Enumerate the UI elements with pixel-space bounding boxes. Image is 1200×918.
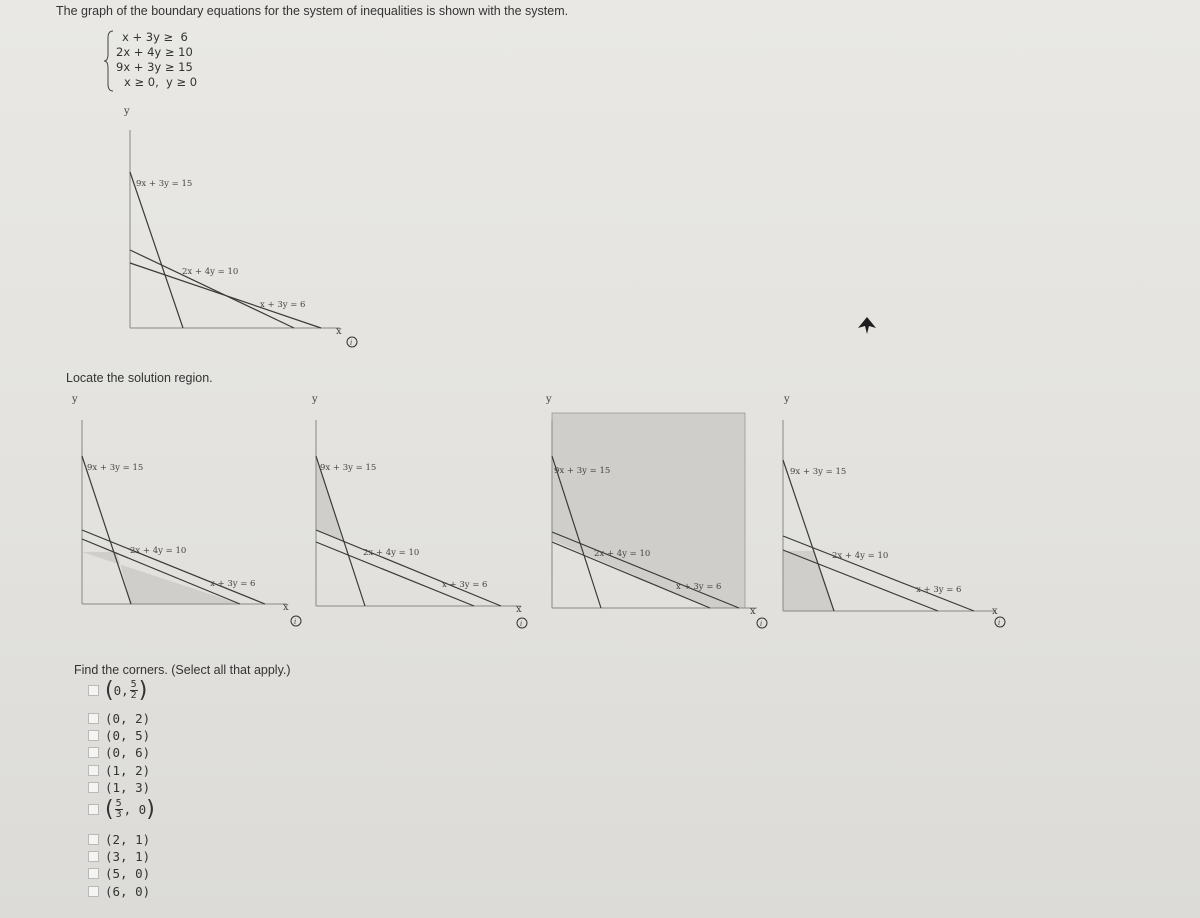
label-2x-4y-10: 2x + 4y = 10 [182,267,239,277]
label-x-3y-6: x + 3y = 6 [676,582,722,592]
label-9x-3y-15: 9x + 3y = 15 [554,466,611,476]
x-axis-label: x [750,606,756,617]
corner-option[interactable] [88,832,150,847]
label-9x-3y-15: 9x + 3y = 15 [320,463,377,473]
y-axis-label: y [124,106,130,117]
corner-option-0-5-2[interactable]: ( 0, $\frac{5}{2}$ ) [88,680,147,701]
svg-text:i: i [294,618,297,626]
checkbox[interactable] [88,834,99,845]
label-9x-3y-15: 9x + 3y = 15 [790,467,847,477]
corner-option[interactable] [88,745,150,760]
line-2x-4y-10 [130,250,294,328]
option-label: (5, 0) [105,866,151,881]
line-9x-3y-15 [130,172,183,328]
label-2x-4y-10: 2x + 4y = 10 [363,548,420,558]
info-icon[interactable] [517,618,527,628]
checkbox[interactable] [88,886,99,897]
option-label: (0, 6) [105,745,151,760]
y-axis-label: y [312,394,318,405]
shaded-region [82,552,240,604]
label-2x-4y-10: 2x + 4y = 10 [832,551,889,561]
checkbox[interactable] [88,730,99,741]
x-axis-label: x [336,326,342,337]
inequality-system [104,30,204,94]
inequality-1: x + 3y ≥ 6 [122,30,188,44]
label-9x-3y-15: 9x + 3y = 15 [136,179,193,189]
checkbox[interactable] [88,782,99,793]
label-x-3y-6: x + 3y = 6 [916,585,962,595]
line-9x-3y-15 [82,456,131,604]
option-left: 0, [113,683,129,698]
checkbox[interactable] [88,685,99,696]
intro-text: The graph of the boundary equations for the system of inequalities is shown with the system. [56,4,569,18]
corner-option[interactable] [88,728,150,743]
corner-option[interactable] [88,849,150,864]
corner-option[interactable] [88,711,150,726]
checkbox[interactable] [88,804,99,815]
label-x-3y-6: x + 3y = 6 [260,300,306,310]
x-axis-label: x [283,602,289,613]
label-x-3y-6: x + 3y = 6 [442,580,488,590]
option-label: (1, 3) [105,780,151,795]
svg-text:i: i [350,339,353,347]
mouse-pointer-icon [856,314,878,336]
checkbox[interactable] [88,851,99,862]
label-2x-4y-10: 2x + 4y = 10 [130,546,187,556]
corner-option[interactable] [88,866,150,881]
x-axis-label: x [516,604,522,615]
option-label: (2, 1) [105,832,151,847]
region-option-c[interactable] [532,390,782,630]
option-label: (1, 2) [105,763,151,778]
locate-heading: Locate the solution region. [66,371,213,385]
corner-option[interactable] [88,884,150,899]
checkbox[interactable] [88,713,99,724]
y-axis-label: y [546,394,552,405]
checkbox[interactable] [88,765,99,776]
option-label: (6, 0) [105,884,151,899]
info-icon[interactable] [347,337,357,347]
brace-icon [104,30,114,92]
label-9x-3y-15: 9x + 3y = 15 [87,463,144,473]
option-right: , 0 [123,802,147,817]
inequality-4: x ≥ 0, y ≥ 0 [124,75,198,89]
svg-text:i: i [760,620,763,628]
region-option-b[interactable] [296,390,546,630]
region-option-d[interactable] [766,390,1016,630]
y-axis-label: y [72,394,78,405]
inequality-2: 2x + 4y ≥ 10 [116,45,193,59]
corners-heading: Find the corners. (Select all that apply.) [74,663,291,677]
option-label: (0, 2) [105,711,151,726]
svg-text:i: i [520,620,523,628]
corner-option-5-3-0[interactable]: ( $\frac{5}{3}$ , 0 ) [88,799,155,820]
corner-option[interactable] [88,763,150,778]
line-2x-4y-10 [316,530,501,606]
option-label: (0, 5) [105,728,151,743]
fraction: $\frac{5}{3}$ [115,798,122,820]
shaded-region [552,413,745,608]
label-x-3y-6: x + 3y = 6 [210,579,256,589]
boundary-graph [100,100,380,360]
checkbox[interactable] [88,868,99,879]
info-icon[interactable] [995,617,1005,627]
region-option-a[interactable] [62,390,312,630]
x-axis-label: x [992,606,998,617]
checkbox[interactable] [88,747,99,758]
option-label: (3, 1) [105,849,151,864]
label-2x-4y-10: 2x + 4y = 10 [594,549,651,559]
y-axis-label: y [784,394,790,405]
corner-option[interactable] [88,780,150,795]
inequality-3: 9x + 3y ≥ 15 [116,60,193,74]
svg-text:i: i [998,619,1001,627]
fraction: $\frac{5}{2}$ [130,679,137,701]
